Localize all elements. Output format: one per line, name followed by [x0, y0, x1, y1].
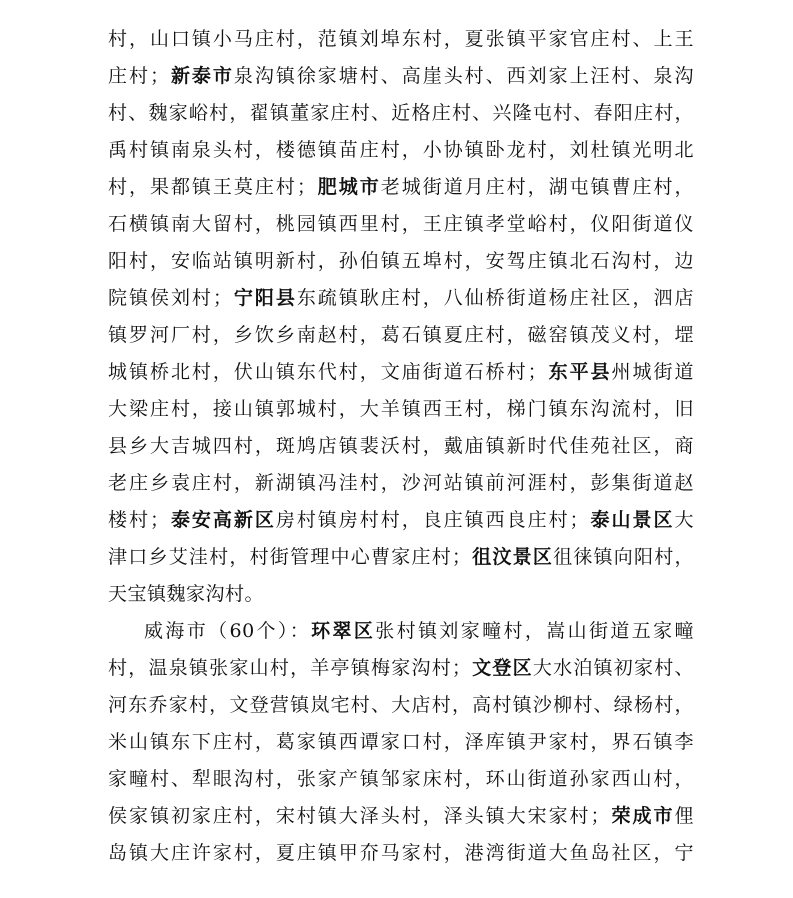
text-line-3	[108, 98, 694, 128]
text-line-2	[108, 61, 694, 91]
text-line-1	[108, 24, 694, 54]
line-text: 俚	[674, 805, 694, 827]
text-line-22	[108, 801, 694, 831]
line-text: 侯家镇初家庄村，宋村镇大泽头村，泽头镇大宋家村；	[108, 805, 611, 827]
text-line-23	[108, 838, 694, 868]
text-line-13	[108, 468, 694, 498]
region-heading: 肥城市	[316, 176, 381, 198]
text-line-4	[108, 135, 694, 165]
line-text: 家疃村、犁眼沟村，张家产镇邹家床村，环山街道孙家西山村，	[108, 768, 694, 790]
text-line-15	[108, 542, 694, 572]
region-heading: 徂汶景区	[471, 546, 554, 568]
text-line-9	[108, 320, 694, 350]
text-line-20	[108, 727, 694, 757]
line-text: 县乡大吉城四村，斑鸠店镇裴沃村，戴庙镇新时代佳苑社区，商	[108, 435, 694, 457]
line-text: 阳村，安临站镇明新村，孙伯镇五埠村，安驾庄镇北石沟村，边	[108, 250, 694, 272]
text-line-11	[108, 394, 694, 424]
text-line-8	[108, 283, 694, 313]
text-line-12	[108, 431, 694, 461]
line-text: 村，温泉镇张家山村，羊亭镇梅家沟村；	[108, 657, 472, 679]
text-line-19	[108, 690, 694, 720]
region-heading: 新泰市	[169, 65, 234, 87]
text-line-17	[108, 616, 694, 646]
line-text: 村，山口镇小马庄村，范镇刘埠东村，夏张镇平家官庄村、上王	[108, 28, 694, 50]
line-text: 东疏镇耿庄村，八仙桥街道杨庄社区，泗店	[296, 287, 694, 309]
line-text: 威海市（60个）：	[144, 620, 312, 642]
text-line-5	[108, 172, 694, 202]
line-text: 大	[674, 509, 694, 531]
line-text: 村，果都镇王莫庄村；	[108, 176, 317, 198]
text-line-16	[108, 579, 694, 609]
text-line-7	[108, 246, 694, 276]
line-text: 城镇桥北村，伏山镇东代村，文庙街道石桥村；	[108, 361, 548, 383]
line-text: 河东乔家村，文登营镇岚宅村、大店村，高村镇沙柳村、绿杨村，	[108, 694, 694, 716]
line-text: 老庄乡袁庄村，新湖镇冯洼村，沙河站镇前河涯村，彭集街道赵	[108, 472, 694, 494]
line-text: 岛镇大庄许家村，夏庄镇甲夼马家村，港湾街道大鱼岛社区，宁	[108, 842, 694, 864]
line-text: 房村镇房村村，良庄镇西良庄村；	[275, 509, 590, 531]
line-text: 禹村镇南泉头村，楼德镇苗庄村，小协镇卧龙村，刘杜镇光明北	[108, 139, 694, 161]
line-text: 州城街道	[611, 361, 694, 383]
text-line-21	[108, 764, 694, 794]
line-text: 张村镇刘家疃村，嵩山街道五家疃	[375, 620, 694, 642]
text-line-10	[108, 357, 694, 387]
line-text: 天宝镇魏家沟村。	[108, 583, 265, 605]
line-text: 庄村；	[108, 65, 170, 87]
line-text: 村、魏家峪村，翟镇董家庄村、近格庄村、兴隆屯村、春阳庄村，	[108, 102, 694, 124]
line-text: 大水泊镇初家村、	[532, 657, 694, 679]
line-text: 津口乡艾洼村，村街管理中心曹家庄村；	[108, 546, 472, 568]
text-line-18	[108, 653, 694, 683]
region-heading: 文登区	[471, 657, 533, 679]
line-text: 镇罗河厂村，乡饮乡南赵村，葛石镇夏庄村，磁窑镇茂义村，堽	[108, 324, 694, 346]
line-text: 米山镇东下庄村，葛家镇西谭家口村，泽库镇尹家村，界石镇李	[108, 731, 694, 753]
region-heading: 泰山景区	[589, 509, 675, 531]
text-line-6	[108, 209, 694, 239]
region-heading: 宁阳县	[232, 287, 297, 309]
line-text: 楼村；	[108, 509, 170, 531]
region-heading: 环翠区	[311, 620, 376, 642]
text-line-14	[108, 505, 694, 535]
line-text: 石横镇南大留村，桃园镇西里村，王庄镇孝堂峪村，仪阳街道仪	[108, 213, 694, 235]
line-text: 泉沟镇徐家塘村、高崖头村、西刘家上汪村、泉沟	[233, 65, 694, 87]
line-text: 院镇侯刘村；	[108, 287, 233, 309]
line-text: 大梁庄村，接山镇郭城村，大羊镇西王村，梯门镇东沟流村，旧	[108, 398, 694, 420]
region-heading: 荣成市	[610, 805, 675, 827]
line-text: 老城街道月庄村，湖屯镇曹庄村，	[380, 176, 694, 198]
line-text: 徂徕镇向阳村，	[553, 546, 694, 568]
region-heading: 东平县	[547, 361, 612, 383]
region-heading: 泰安高新区	[169, 509, 276, 531]
document-page	[108, 0, 694, 898]
